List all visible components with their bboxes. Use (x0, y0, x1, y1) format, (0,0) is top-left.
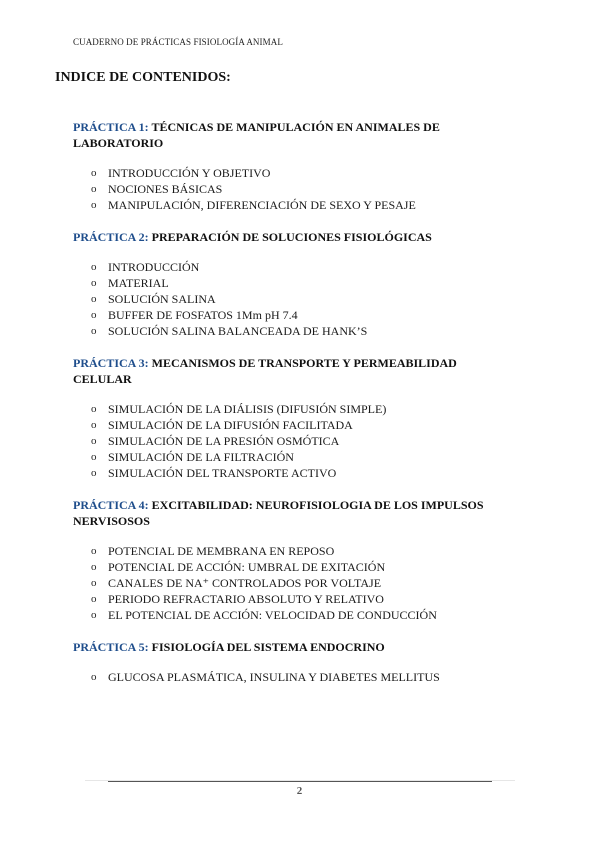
bullet-icon: o (91, 276, 97, 289)
list-item (91, 559, 493, 575)
list-item (91, 607, 493, 623)
list-item-label: INTRODUCCIÓN (108, 259, 200, 274)
list-item-label: SIMULACIÓN DE LA DIFUSIÓN FACILITADA (108, 417, 353, 432)
running-header: CUADERNO DE PRÁCTICAS FISIOLOGÍA ANIMAL (73, 37, 283, 47)
list-item-label: NOCIONES BÁSICAS (108, 182, 223, 197)
list-item (91, 275, 493, 291)
page-number: 2 (296, 785, 303, 797)
bullet-icon: o (91, 609, 97, 622)
list-item-label: INTRODUCCIÓN Y OBJETIVO (108, 166, 271, 180)
list-item (91, 575, 493, 591)
list-item-label: SIMULACIÓN DE LA DIÁLISIS (DIFUSIÓN SIMPLE) (108, 401, 387, 416)
list-item-label: POTENCIAL DE MEMBRANA EN REPOSO (108, 543, 335, 558)
list-item-label: GLUCOSA PLASMÁTICA, INSULINA Y DIABETES MELLITUS (108, 669, 440, 684)
practice-label: PRÁCTICA 1: (73, 120, 149, 134)
list-item (91, 197, 493, 213)
list-item (91, 291, 493, 307)
toc-title: INDICE DE CONTENIDOS: (55, 70, 231, 85)
list-item-label: MANIPULACIÓN, DIFERENCIACIÓN DE SEXO Y PESAJE (108, 198, 416, 213)
bullet-icon: o (91, 593, 97, 606)
bullet-icon: o (91, 670, 97, 683)
practice-label: PRÁCTICA 4: (73, 497, 149, 512)
toc-section-2 (73, 229, 493, 340)
list-item (91, 323, 493, 339)
bullet-icon: o (91, 183, 97, 196)
bullet-icon: o (91, 167, 97, 179)
list-item (91, 307, 493, 323)
list-item (91, 465, 493, 481)
practice-title: TÉCNICAS DE MANIPULACIÓN EN ANIMALES DE LABORATORIO (73, 120, 440, 150)
practice-label: PRÁCTICA 5: (73, 639, 149, 654)
list-item (91, 259, 493, 275)
list-item-label: SIMULACIÓN DEL TRANSPORTE ACTIVO (108, 466, 337, 481)
toc-section-4 (73, 497, 493, 624)
bullet-icon: o (91, 467, 97, 480)
section-item-list (73, 401, 493, 482)
list-item-label: SOLUCIÓN SALINA BALANCEADA DE HANK’S (108, 324, 368, 339)
practice-label: PRÁCTICA 2: (73, 229, 149, 244)
list-item (91, 449, 493, 465)
bullet-icon: o (91, 435, 97, 448)
toc-sections (73, 119, 493, 700)
practice-label: PRÁCTICA 3: (73, 355, 149, 370)
list-item-label: PERIODO REFRACTARIO ABSOLUTO Y RELATIVO (108, 592, 384, 607)
section-heading (73, 497, 493, 529)
practice-title: FISIOLOGÍA DEL SISTEMA ENDOCRINO (151, 639, 385, 654)
list-item-label: SOLUCIÓN SALINA (108, 292, 216, 307)
section-heading (73, 355, 493, 387)
bullet-icon: o (91, 560, 97, 573)
bullet-icon: o (91, 260, 97, 273)
list-item-label: CANALES DE NA⁺ CONTROLADOS POR VOLTAJE (108, 576, 382, 591)
practice-title: MECANISMOS DE TRANSPORTE Y PERMEABILIDAD CELULAR (73, 355, 457, 386)
list-item-label: MATERIAL (108, 275, 169, 290)
list-item-label: BUFFER DE FOSFATOS 1Mm pH 7.4 (108, 308, 298, 323)
list-item (91, 181, 493, 197)
toc-section-3 (73, 355, 493, 482)
section-item-list (73, 669, 493, 685)
list-item (91, 591, 493, 607)
list-item-label: EL POTENCIAL DE ACCIÓN: VELOCIDAD DE CONDUCCIÓN (108, 608, 437, 623)
bullet-icon: o (91, 418, 97, 431)
section-heading (73, 119, 493, 151)
footer-rule (108, 781, 492, 782)
list-item (91, 401, 493, 417)
section-item-list (73, 259, 493, 340)
practice-title: PREPARACIÓN DE SOLUCIONES FISIOLÓGICAS (151, 229, 432, 244)
list-item (91, 417, 493, 433)
section-item-list (73, 543, 493, 624)
list-item (91, 543, 493, 559)
list-item-label: SIMULACIÓN DE LA FILTRACIÓN (108, 450, 294, 465)
section-heading (73, 229, 493, 245)
list-item-label: POTENCIAL DE ACCIÓN: UMBRAL DE EXITACIÓN (108, 559, 386, 574)
toc-section-5 (73, 639, 493, 685)
bullet-icon: o (91, 325, 97, 338)
list-item-label: SIMULACIÓN DE LA PRESIÓN OSMÓTICA (108, 434, 340, 449)
bullet-icon: o (91, 293, 97, 306)
bullet-icon: o (91, 309, 97, 322)
list-item (91, 165, 493, 181)
toc-section-1 (73, 119, 493, 214)
list-item (91, 669, 493, 685)
bullet-icon: o (91, 577, 97, 590)
section-heading (73, 639, 493, 655)
bullet-icon: o (91, 451, 97, 464)
practice-title: EXCITABILIDAD: NEUROFISIOLOGIA DE LOS IMPULSOS NERVISOSOS (73, 497, 484, 528)
bullet-icon: o (91, 199, 97, 212)
list-item (91, 433, 493, 449)
bullet-icon: o (91, 544, 97, 557)
bullet-icon: o (91, 402, 97, 415)
section-item-list (73, 165, 493, 214)
